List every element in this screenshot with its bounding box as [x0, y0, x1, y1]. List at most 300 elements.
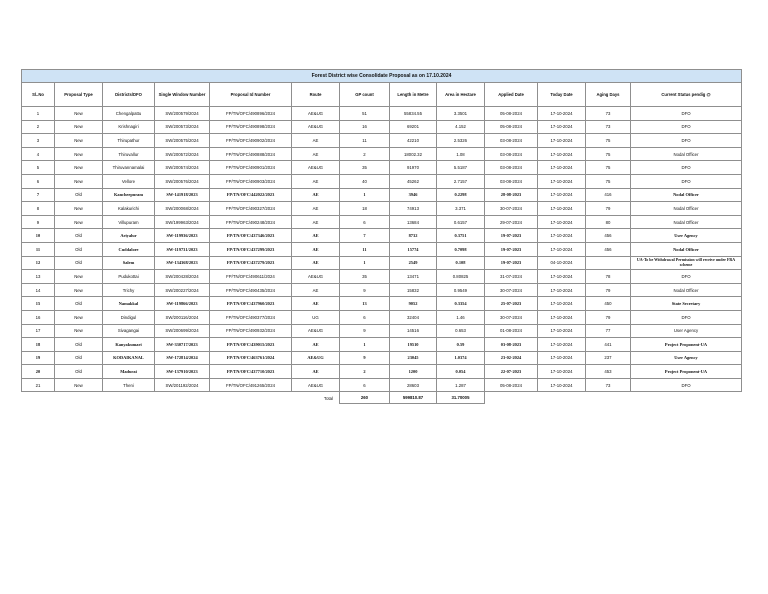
cell-status: Nodal Officer [631, 215, 742, 229]
cell-applied-date: 29-07-2024 [485, 215, 538, 229]
cell-today-date: 17-10-2024 [538, 161, 586, 175]
cell-proposal-type: Old [55, 365, 103, 379]
cell-single-window: SW/200068/2024 [155, 202, 210, 216]
cell-area: 1.08 [437, 147, 485, 161]
cell-sl-no: 1 [22, 107, 55, 121]
cell-applied-date: 03-08-2024 [485, 147, 538, 161]
table-row [22, 270, 742, 284]
cell-status: User Agency [631, 324, 742, 338]
table-row [22, 174, 742, 188]
cell-today-date: 17-10-2024 [538, 283, 586, 297]
cell-sl-no: 2 [22, 120, 55, 134]
cell-aging-days: 79 [586, 202, 631, 216]
cell-proposal-type: New [55, 202, 103, 216]
cell-length: 15832 [390, 283, 437, 297]
header-row [22, 83, 742, 107]
cell-proposal-type: New [55, 215, 103, 229]
cell-status: UA-To be Withdrawal Permission will receive under FRA scheme [631, 256, 742, 270]
cell-single-window: SW-119866/2023 [155, 297, 210, 311]
cell-aging-days: 450 [586, 297, 631, 311]
cell-status: Project Proponent-UA [631, 365, 742, 379]
cell-gp-count: 16 [340, 120, 390, 134]
table-row [22, 297, 742, 311]
cell-area: 0.6157 [437, 215, 485, 229]
cell-district: Trichy [103, 283, 155, 297]
cell-route: AE [292, 365, 340, 379]
cell-route: AE [292, 256, 340, 270]
cell-status: DFO [631, 310, 742, 324]
cell-proposal-id: FP/TN/OFC/490248/2024 [210, 215, 292, 229]
table-row [22, 202, 742, 216]
cell-district: Pudukottai [103, 270, 155, 284]
cell-sl-no: 7 [22, 188, 55, 202]
total-blank-cell [22, 392, 55, 404]
cell-status: DFO [631, 378, 742, 392]
cell-district: Thirupathur [103, 134, 155, 148]
table-title: Forest District wise Consolidate Proposal as on 17.10.2024 [22, 70, 742, 83]
cell-route: AE [292, 229, 340, 243]
total-blank-cell [55, 392, 103, 404]
cell-district: Salem [103, 256, 155, 270]
cell-area: 3.371 [437, 202, 485, 216]
cell-status: DFO [631, 270, 742, 284]
cell-area: 0.3751 [437, 229, 485, 243]
cell-length: 9052 [390, 297, 437, 311]
cell-gp-count: 9 [340, 283, 390, 297]
cell-proposal-type: New [55, 120, 103, 134]
total-blank-cell [485, 392, 538, 404]
cell-aging-days: 80 [586, 215, 631, 229]
cell-single-window: SW/200116/2024 [155, 310, 210, 324]
cell-district: Thiruvannamalai [103, 161, 155, 175]
cell-sl-no: 18 [22, 338, 55, 352]
cell-proposal-id: FP/TN/OFC/490896/2024 [210, 107, 292, 121]
cell-sl-no: 20 [22, 365, 55, 379]
table-row [22, 242, 742, 256]
cell-applied-date: 30-07-2024 [485, 310, 538, 324]
cell-proposal-type: Old [55, 188, 103, 202]
cell-single-window: SW-119936/2023 [155, 229, 210, 243]
cell-district: Villupuram [103, 215, 155, 229]
cell-gp-count: 9 [340, 324, 390, 338]
cell-sl-no: 8 [22, 202, 55, 216]
cell-sl-no: 21 [22, 378, 55, 392]
cell-gp-count: 6 [340, 310, 390, 324]
cell-gp-count: 7 [340, 229, 390, 243]
cell-district: Thiruvallur [103, 147, 155, 161]
header-length: Length in Metre [390, 83, 437, 107]
cell-status: Nodal Officer [631, 202, 742, 216]
table-row [22, 134, 742, 148]
cell-length: 19510 [390, 338, 437, 352]
table-row [22, 120, 742, 134]
cell-aging-days: 79 [586, 310, 631, 324]
cell-gp-count: 40 [340, 174, 390, 188]
cell-proposal-id: FP/TN/OFC/442022/2023 [210, 188, 292, 202]
cell-status: Nodal Officer [631, 242, 742, 256]
cell-applied-date: 28-08-2023 [485, 188, 538, 202]
cell-status: DFO [631, 107, 742, 121]
cell-area: 0.054 [437, 365, 485, 379]
cell-today-date: 17-10-2024 [538, 242, 586, 256]
cell-proposal-type: New [55, 283, 103, 297]
cell-proposal-id: FP/TN/OFC/490901/2024 [210, 161, 292, 175]
total-blank-cell [210, 392, 292, 404]
cell-proposal-id: FP/TN/OFC/437279/2023 [210, 256, 292, 270]
cell-route: UG [292, 310, 340, 324]
cell-today-date: 17-10-2024 [538, 215, 586, 229]
cell-aging-days: 456 [586, 242, 631, 256]
cell-aging-days: 73 [586, 120, 631, 134]
cell-length: 8732 [390, 229, 437, 243]
cell-district: Cuddalore [103, 242, 155, 256]
cell-proposal-id: FP/TN/OFC/490377/2024 [210, 310, 292, 324]
table-row [22, 351, 742, 365]
cell-length: 15774 [390, 242, 437, 256]
cell-length: 45262 [390, 174, 437, 188]
table-row [22, 378, 742, 392]
cell-sl-no: 9 [22, 215, 55, 229]
cell-aging-days: 75 [586, 134, 631, 148]
cell-proposal-type: Old [55, 338, 103, 352]
header-today-date: Today Date [538, 83, 586, 107]
cell-status: Nodal Officer [631, 283, 742, 297]
cell-gp-count: 1 [340, 256, 390, 270]
cell-applied-date: 05-08-2024 [485, 107, 538, 121]
cell-length: 13684 [390, 215, 437, 229]
table-row [22, 161, 742, 175]
cell-route: AE&UG [292, 351, 340, 365]
cell-sl-no: 19 [22, 351, 55, 365]
cell-route: AE [292, 297, 340, 311]
cell-proposal-type: New [55, 134, 103, 148]
table-row [22, 338, 742, 352]
cell-route: AE&UG [292, 161, 340, 175]
cell-gp-count: 1 [340, 188, 390, 202]
cell-area: 0.9549 [437, 283, 485, 297]
cell-length: 42210 [390, 134, 437, 148]
cell-gp-count: 35 [340, 270, 390, 284]
cell-sl-no: 6 [22, 174, 55, 188]
table-row [22, 283, 742, 297]
cell-status: State Secretary [631, 297, 742, 311]
header-area: Area in Hectare [437, 83, 485, 107]
cell-length: 32404 [390, 310, 437, 324]
cell-route: AE&UG [292, 324, 340, 338]
cell-route: AE&UG [292, 120, 340, 134]
cell-aging-days: 73 [586, 378, 631, 392]
cell-today-date: 17-10-2024 [538, 365, 586, 379]
cell-sl-no: 15 [22, 297, 55, 311]
cell-route: AE [292, 147, 340, 161]
cell-gp-count: 2 [340, 147, 390, 161]
cell-route: AE&UG [292, 270, 340, 284]
cell-single-window: SW-141918/2023 [155, 188, 210, 202]
proposal-sheet [21, 69, 741, 404]
cell-single-window: SW/200576/2024 [155, 174, 210, 188]
cell-applied-date: 31-07-2024 [485, 270, 538, 284]
cell-area: 0.3354 [437, 297, 485, 311]
cell-status: User Agency [631, 351, 742, 365]
cell-status: DFO [631, 161, 742, 175]
cell-proposal-id: FP/TN/OFC/490903/2024 [210, 174, 292, 188]
cell-sl-no: 3 [22, 134, 55, 148]
table-row [22, 229, 742, 243]
cell-route: AE [292, 338, 340, 352]
cell-applied-date: 23-02-2024 [485, 351, 538, 365]
cell-area: 2.5326 [437, 134, 485, 148]
cell-district: Ariyalur [103, 229, 155, 243]
cell-status: User Agency [631, 229, 742, 243]
cell-today-date: 17-10-2024 [538, 351, 586, 365]
cell-area: 0.653 [437, 324, 485, 338]
cell-applied-date: 25-07-2023 [485, 297, 538, 311]
cell-today-date: 17-10-2024 [538, 120, 586, 134]
cell-aging-days: 416 [586, 188, 631, 202]
cell-area: 0.7098 [437, 242, 485, 256]
cell-aging-days: 75 [586, 161, 631, 175]
cell-length: 28603 [390, 378, 437, 392]
cell-length: 3946 [390, 188, 437, 202]
cell-district: Dindigul [103, 310, 155, 324]
cell-proposal-type: New [55, 107, 103, 121]
cell-district: KODAIKANAL [103, 351, 155, 365]
cell-route: AE [292, 242, 340, 256]
cell-district: Kancheepuram [103, 188, 155, 202]
table-row [22, 256, 742, 270]
total-row [22, 392, 742, 404]
cell-single-window: SW-172814/2024 [155, 351, 210, 365]
cell-status: Project Proponent-UA [631, 338, 742, 352]
cell-aging-days: 456 [586, 229, 631, 243]
header-status: Current Status pendig @ [631, 83, 742, 107]
cell-aging-days: 237 [586, 351, 631, 365]
total-label: Total [323, 395, 333, 401]
cell-proposal-type: New [55, 161, 103, 175]
cell-status: Nodal Officer [631, 188, 742, 202]
cell-aging-days: 453 [586, 365, 631, 379]
header-district: Districts/DFO [103, 83, 155, 107]
cell-today-date: 17-10-2024 [538, 229, 586, 243]
cell-today-date: 17-10-2024 [538, 134, 586, 148]
cell-proposal-type: New [55, 378, 103, 392]
cell-area: 1.0374 [437, 351, 485, 365]
cell-aging-days [586, 256, 631, 270]
cell-applied-date: 19-07-2023 [485, 256, 538, 270]
cell-route: AE [292, 174, 340, 188]
cell-length: 13471 [390, 270, 437, 284]
cell-applied-date: 30-07-2024 [485, 202, 538, 216]
cell-length: 69201 [390, 120, 437, 134]
cell-single-window: SW/200579/2024 [155, 107, 210, 121]
cell-sl-no: 17 [22, 324, 55, 338]
cell-sl-no: 13 [22, 270, 55, 284]
cell-today-date: 17-10-2024 [538, 270, 586, 284]
cell-aging-days: 77 [586, 324, 631, 338]
cell-district: Madurai [103, 365, 155, 379]
cell-district: Kanyakumari [103, 338, 155, 352]
cell-proposal-type: New [55, 310, 103, 324]
cell-area: 0.2298 [437, 188, 485, 202]
cell-gp-count: 18 [340, 202, 390, 216]
cell-aging-days: 75 [586, 147, 631, 161]
cell-district: Krishnagiri [103, 120, 155, 134]
cell-status: DFO [631, 120, 742, 134]
cell-length: 55834.55 [390, 107, 437, 121]
cell-gp-count: 9 [340, 351, 390, 365]
table-row [22, 324, 742, 338]
cell-gp-count: 1 [340, 338, 390, 352]
cell-gp-count: 35 [340, 161, 390, 175]
cell-gp-count: 11 [340, 242, 390, 256]
cell-status: DFO [631, 174, 742, 188]
cell-sl-no: 10 [22, 229, 55, 243]
cell-district: Vellore [103, 174, 155, 188]
cell-proposal-id: FP/TN/OFC/439015/2023 [210, 338, 292, 352]
cell-district: Chengalpattu [103, 107, 155, 121]
cell-area: 0.59 [437, 338, 485, 352]
cell-sl-no: 4 [22, 147, 55, 161]
table-row [22, 365, 742, 379]
cell-length: 74913 [390, 202, 437, 216]
cell-area: 5.5187 [437, 161, 485, 175]
total-blank-cell [586, 392, 631, 404]
cell-today-date: 17-10-2024 [538, 378, 586, 392]
cell-single-window: SW/200572/2024 [155, 147, 210, 161]
cell-route: AE [292, 283, 340, 297]
cell-aging-days: 73 [586, 107, 631, 121]
cell-sl-no: 12 [22, 256, 55, 270]
cell-single-window: SW-330717/2023 [155, 338, 210, 352]
header-gp-count: GP count [340, 83, 390, 107]
header-single-window: Single Window Number [155, 83, 210, 107]
cell-sl-no: 5 [22, 161, 55, 175]
cell-route: AE [292, 134, 340, 148]
cell-length: 23045 [390, 351, 437, 365]
cell-gp-count: 13 [340, 297, 390, 311]
cell-aging-days: 441 [586, 338, 631, 352]
cell-applied-date: 19-07-2023 [485, 229, 538, 243]
cell-route: AE [292, 188, 340, 202]
cell-single-window: SW/200574/2024 [155, 161, 210, 175]
cell-today-date: 17-10-2024 [538, 188, 586, 202]
table-row [22, 310, 742, 324]
cell-area: 4.152 [437, 120, 485, 134]
cell-route: AE [292, 215, 340, 229]
cell-today-date: 04-10-2024 [538, 256, 586, 270]
cell-single-window: SW/199963/2024 [155, 215, 210, 229]
cell-area: 1.287 [437, 378, 485, 392]
table-row [22, 188, 742, 202]
cell-today-date: 17-10-2024 [538, 107, 586, 121]
cell-proposal-type: New [55, 174, 103, 188]
cell-area: 1.46 [437, 310, 485, 324]
cell-applied-date: 03-08-2023 [485, 338, 538, 352]
cell-applied-date: 19-07-2023 [485, 242, 538, 256]
cell-gp-count: 2 [340, 365, 390, 379]
cell-today-date: 17-10-2024 [538, 147, 586, 161]
cell-status: DFO [631, 134, 742, 148]
cell-today-date: 17-10-2024 [538, 310, 586, 324]
cell-single-window: SW/200428/2024 [155, 270, 210, 284]
cell-single-window: SW/200227/2024 [155, 283, 210, 297]
cell-route: AE&UG [292, 107, 340, 121]
cell-aging-days: 75 [586, 174, 631, 188]
cell-single-window: SW/200575/2024 [155, 134, 210, 148]
cell-gp-count: 6 [340, 215, 390, 229]
total-blank-cell [103, 392, 155, 404]
cell-district: Kalakurichi [103, 202, 155, 216]
header-proposal-type: Proposal Type [55, 83, 103, 107]
cell-proposal-id: FP/TN/OFC/437710/2023 [210, 365, 292, 379]
cell-route: AE [292, 202, 340, 216]
cell-area: 0.80825 [437, 270, 485, 284]
cell-route: AE&UG [292, 378, 340, 392]
cell-proposal-type: Old [55, 229, 103, 243]
cell-proposal-type: New [55, 324, 103, 338]
cell-proposal-id: FP/TN/OFC/437299/2023 [210, 242, 292, 256]
cell-proposal-id: FP/TN/OFC/491265/2024 [210, 378, 292, 392]
cell-proposal-id: FP/TN/OFC/437960/2023 [210, 297, 292, 311]
proposal-table [21, 69, 742, 404]
total-length: 599810.87 [390, 392, 437, 404]
cell-proposal-id: FP/TN/OFC/490435/2024 [210, 283, 292, 297]
cell-aging-days: 79 [586, 283, 631, 297]
cell-district: Sivagangai [103, 324, 155, 338]
cell-proposal-type: Old [55, 242, 103, 256]
total-blank-cell [538, 392, 586, 404]
cell-applied-date: 03-08-2024 [485, 134, 538, 148]
cell-length: 2549 [390, 256, 437, 270]
cell-single-window: SW/201192/2024 [155, 378, 210, 392]
cell-proposal-type: Old [55, 256, 103, 270]
cell-proposal-id: FP/TN/OFC/490902/2024 [210, 134, 292, 148]
header-route: Route [292, 83, 340, 107]
header-applied-date: Applied Date [485, 83, 538, 107]
cell-proposal-id: FP/TN/OFC/463761/2024 [210, 351, 292, 365]
cell-proposal-type: Old [55, 351, 103, 365]
cell-sl-no: 14 [22, 283, 55, 297]
cell-today-date: 17-10-2024 [538, 324, 586, 338]
cell-today-date: 17-10-2024 [538, 174, 586, 188]
cell-area: 3.3501 [437, 107, 485, 121]
cell-aging-days: 78 [586, 270, 631, 284]
cell-district: Namakkal [103, 297, 155, 311]
cell-today-date: 17-10-2024 [538, 202, 586, 216]
cell-proposal-type: New [55, 270, 103, 284]
cell-proposal-id: FP/TN/OFC/490898/2024 [210, 120, 292, 134]
header-proposal-id: Proposal Id Number [210, 83, 292, 107]
table-row [22, 107, 742, 121]
cell-length: 1200 [390, 365, 437, 379]
table-row [22, 215, 742, 229]
cell-proposal-id: FP/TN/OFC/490611/2024 [210, 270, 292, 284]
cell-today-date: 17-10-2024 [538, 297, 586, 311]
cell-length: 18002.32 [390, 147, 437, 161]
cell-applied-date: 22-07-2023 [485, 365, 538, 379]
cell-gp-count: 11 [340, 134, 390, 148]
total-blank-cell [155, 392, 210, 404]
cell-gp-count: 51 [340, 107, 390, 121]
cell-applied-date: 03-08-2024 [485, 174, 538, 188]
header-aging-days: Aging Days [586, 83, 631, 107]
cell-proposal-id: FP/TN/OFC/437346/2023 [210, 229, 292, 243]
cell-district: Theni [103, 378, 155, 392]
cell-today-date: 17-10-2024 [538, 338, 586, 352]
cell-single-window: SW-134368/2023 [155, 256, 210, 270]
cell-proposal-id: FP/TN/OFC/490327/2024 [210, 202, 292, 216]
cell-sl-no: 11 [22, 242, 55, 256]
